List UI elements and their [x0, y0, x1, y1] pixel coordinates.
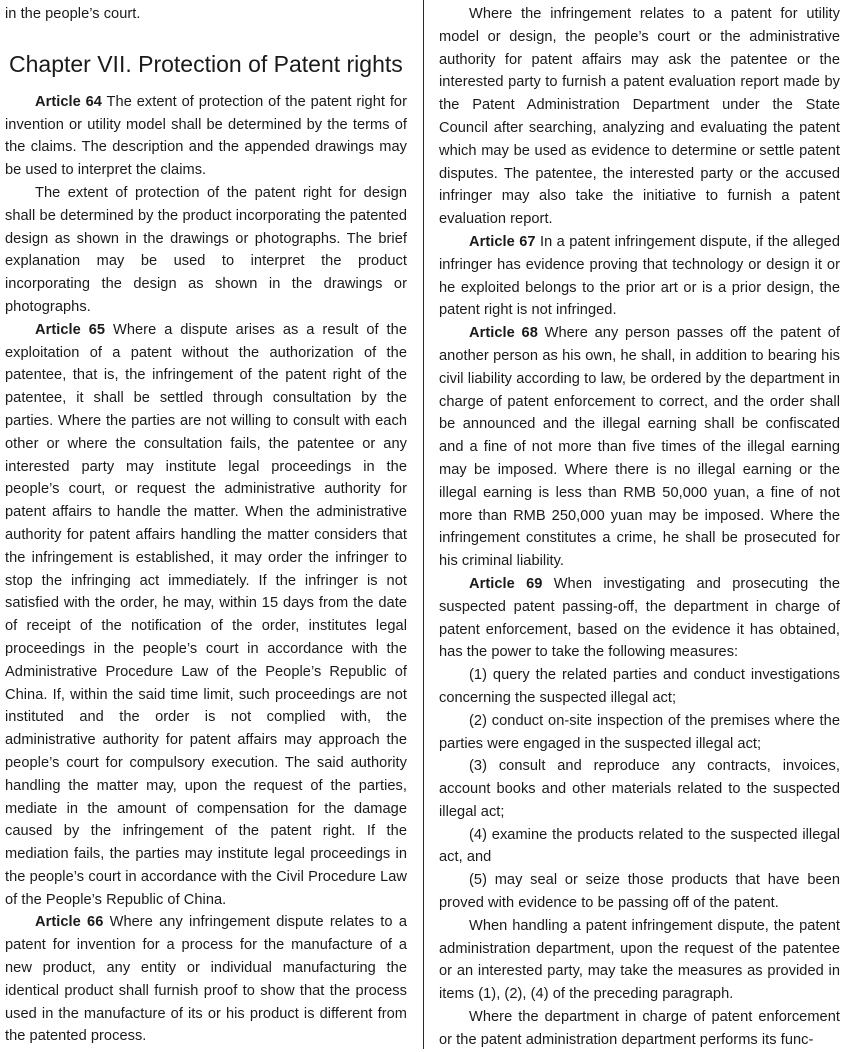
- article-64-paragraph-2: The extent of protection of the patent right for design shall be determined by the product incorporating the patented design as shown in the drawings or photographs. The brief explanation may be used to interpret the product incorporating the design as shown in the drawings or photographs.: [5, 184, 407, 315]
- right-column: [439, 3, 840, 1052]
- continued-paragraph: in the people’s court.: [5, 6, 141, 22]
- article-64: [5, 91, 407, 182]
- article-67-label: Article 67: [469, 233, 536, 250]
- measure-item-1: (1) query the related parties and conduct investigations concerning the suspected illegal act;: [439, 667, 840, 706]
- article-67: [439, 231, 840, 322]
- article-66-paragraph-2: Where the infringement relates to a patent for utility model or design, the people’s court or the administrative authority for patent affairs may ask the patentee or the interested party to furnish a patent evaluation report made by the Patent Administration Department under the State Council after searching, analyzing and evaluating the patent which may be used as evidence to determine or settle patent disputes. The patentee, the interested party or the accused infringer may also take the initiative to furnish a patent evaluation report.: [439, 6, 840, 228]
- measure-item-3: (3) consult and reproduce any contracts, invoices, account books and other materials related to the suspected illegal act;: [439, 758, 840, 820]
- article-65-text: Where a dispute arises as a result of the exploitation of a patent without the authorization of the patentee, that is, the infringement of the patent right of the patentee, it shall be settled through consultation by the parties. Where the parties are not willing to consult with each other or where the consultation fails, the patentee or any interested party may institute legal proceedings in the people’s court, or request the administrative authority for patent affairs to handle the matter. When the administrative authority for patent affairs handling the matter considers that the infringement is established, it may order the infringer to stop the infringing act immediately. If the infringer is not satisfied with the order, he may, within 15 days from the date of receipt of the notification of the order, institutes legal proceedings in the people’s court in accordance with the Administrative Procedure Law of the People’s Republic of China. If, within the said time limit, such proceedings are not instituted and the order is not complied with, the administrative authority for patent affairs may approach the people’s court for compulsory execution. The said authority handling the matter may, upon the request of the parties, mediate in the amount of compensation for the damage caused by the infringement of the patent right. If the mediation fails, the parties may institute legal proceedings in the people’s court in accordance with the Civil Procedure Law of the People’s Republic of China.: [5, 321, 407, 908]
- article-68-text: Where any person passes off the patent of another person as his own, he shall, in addition to bearing his civil liability according to law, be ordered by the department in charge of patent enforcement to correct, and the order shall be announced and the illegal earning shall be confiscated and a fine of not more than five times of the illegal earning may be imposed. Where there is no illegal earning or the illegal earning is less than RMB 50,000 yuan, a fine of not more than RMB 250,000 yuan may be imposed. Where the infringement constitutes a crime, he shall be prosecuted for his criminal liability.: [439, 325, 841, 570]
- article-66-label: Article 66: [35, 914, 104, 931]
- article-65: [5, 319, 407, 912]
- article-69: [439, 573, 840, 664]
- article-68-label: Article 68: [469, 325, 538, 342]
- article-64-label: Article 64: [35, 93, 102, 110]
- chapter-heading: Chapter VII. Protection of Patent rights: [9, 50, 403, 77]
- article-66: [5, 911, 407, 1048]
- article-68: [439, 322, 840, 573]
- measure-item-5: (5) may seal or seize those products that have been proved with evidence to be passing off of the patent.: [439, 872, 840, 912]
- left-column: [5, 3, 407, 1048]
- column-divider: [423, 0, 424, 1049]
- article-69-paragraph-2: When handling a patent infringement dispute, the patent administration department, upon the request of the patentee or an interested party, may take the measures as provided in items (1), (2), (4) of the preceding paragraph.: [439, 917, 840, 1003]
- article-69-label: Article 69: [469, 575, 543, 592]
- measure-item-2: (2) conduct on-site inspection of the premises where the parties were engaged in the suspected illegal act;: [439, 712, 840, 752]
- article-66-text: Where any infringement dispute relates to a patent for invention for a process for the manufacture of a new product, any entity or individual manufacturing the identical product shall furnish proof to show that the process used in the manufacture of its or his product is different from the patented process.: [5, 914, 407, 1045]
- article-65-label: Article 65: [35, 321, 106, 338]
- measure-item-4: (4) examine the products related to the suspected illegal act, and: [439, 826, 840, 866]
- article-69-text: When investigating and prosecuting the suspected patent passing-off, the department in charge of patent enforcement, based on the evidence it has obtained, has the power to take the following measures:: [439, 575, 840, 661]
- article-64-text: The extent of protection of the patent right for invention or utility model shall be determined by the terms of the claims. The description and the appended drawings may be used to interpret the claims.: [5, 93, 407, 179]
- article-69-paragraph-3: Where the department in charge of patent enforcement or the patent administration department performs its func-: [439, 1009, 840, 1048]
- article-67-text: In a patent infringement dispute, if the alleged infringer has evidence proving that technology or design it or he exploited belongs to the prior art or is a prior design, the patent right is not infringed.: [439, 233, 840, 319]
